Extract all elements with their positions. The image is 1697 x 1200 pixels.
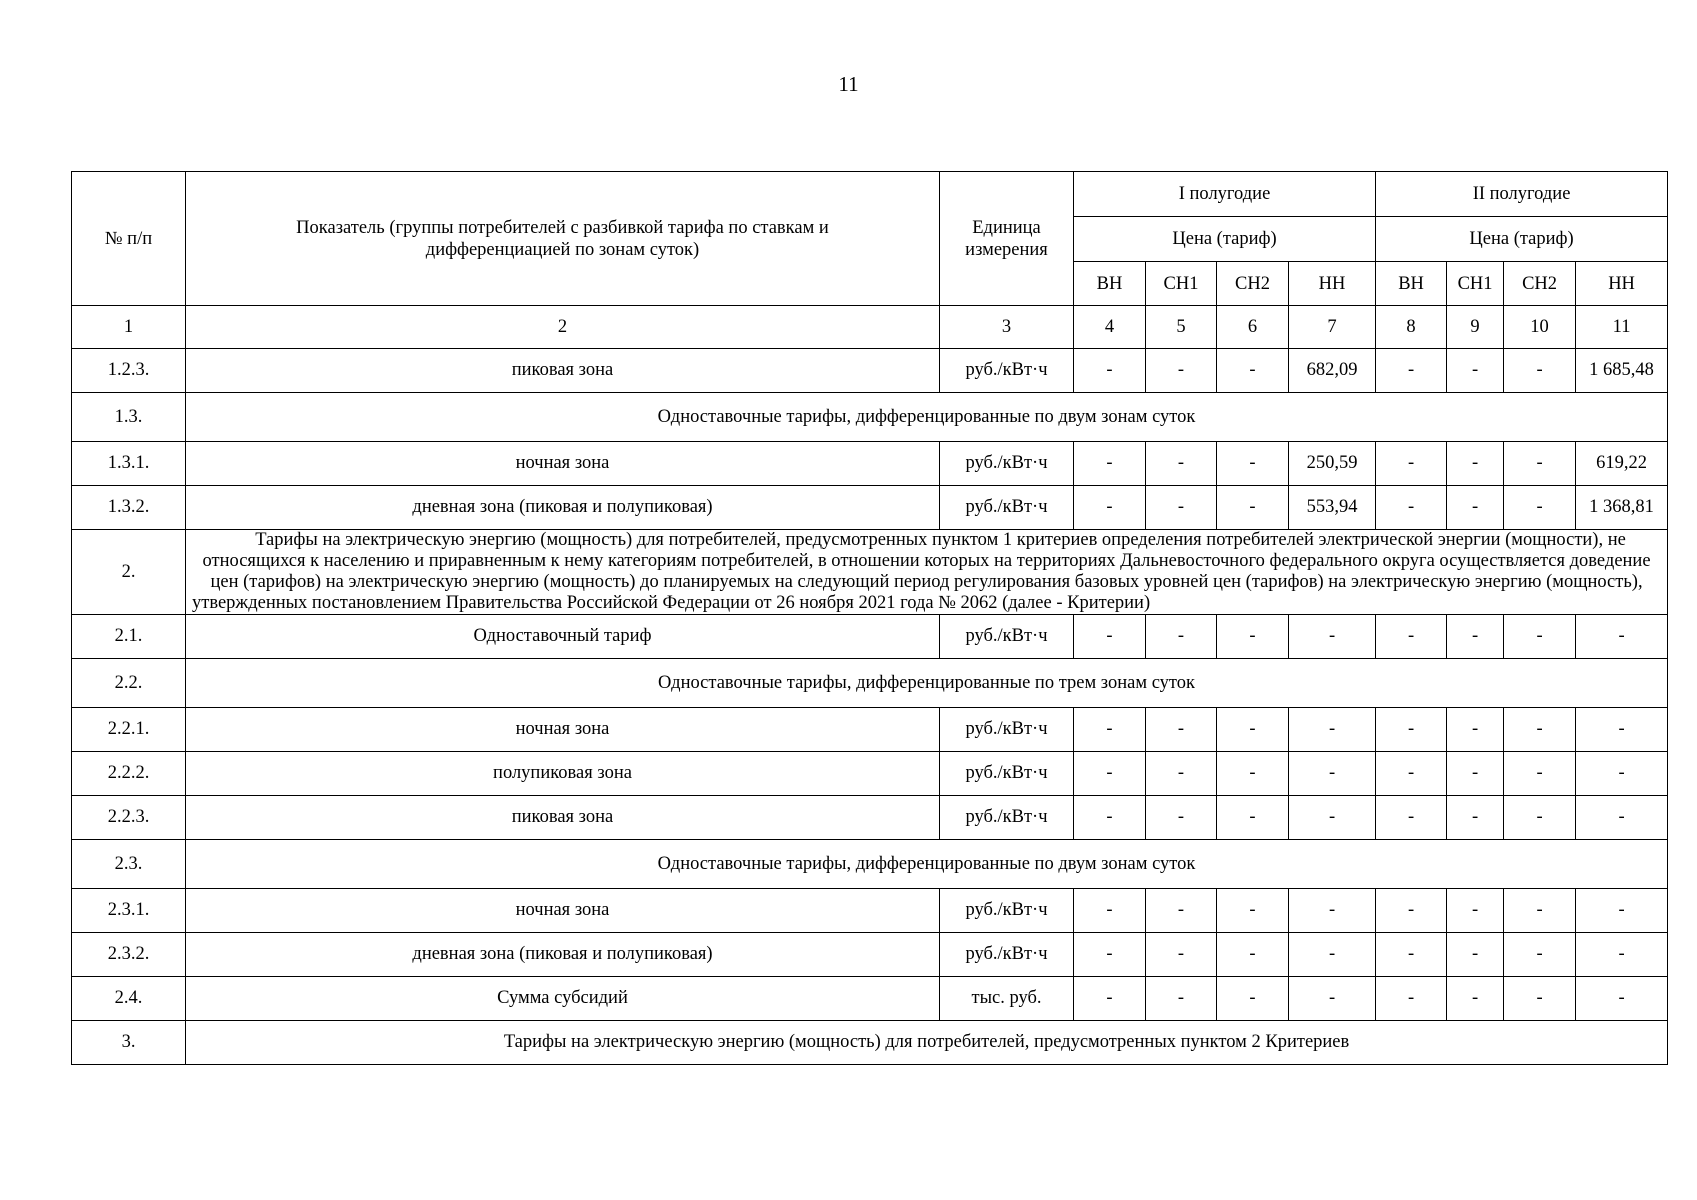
row-indicator: пиковая зона bbox=[186, 796, 940, 840]
row-value: - bbox=[1504, 889, 1576, 933]
table-row bbox=[72, 1021, 1668, 1065]
row-value: - bbox=[1447, 708, 1504, 752]
row-value: - bbox=[1504, 349, 1576, 393]
header-level: СН1 bbox=[1146, 262, 1217, 306]
row-indicator: ночная зона bbox=[186, 889, 940, 933]
row-value: - bbox=[1146, 442, 1217, 486]
page-number: 11 bbox=[838, 72, 859, 96]
section-heading: Одноставочные тарифы, дифференцированные по двум зонам суток bbox=[186, 840, 1668, 889]
row-value: 1 685,48 bbox=[1576, 349, 1668, 393]
row-number: 2.2. bbox=[72, 659, 186, 708]
row-value: - bbox=[1074, 442, 1146, 486]
row-number: 1.3.2. bbox=[72, 486, 186, 530]
row-value: - bbox=[1447, 442, 1504, 486]
row-value: - bbox=[1447, 486, 1504, 530]
row-number: 2.3. bbox=[72, 840, 186, 889]
header-level: СН2 bbox=[1504, 262, 1576, 306]
row-value: - bbox=[1447, 977, 1504, 1021]
row-value: - bbox=[1217, 486, 1289, 530]
row-unit: руб./кВт·ч bbox=[940, 933, 1074, 977]
row-value: - bbox=[1376, 708, 1447, 752]
table-row bbox=[72, 615, 1668, 659]
row-unit: руб./кВт·ч bbox=[940, 615, 1074, 659]
row-number: 2. bbox=[72, 530, 186, 615]
table-row bbox=[72, 349, 1668, 393]
row-value: - bbox=[1217, 933, 1289, 977]
row-value: - bbox=[1447, 889, 1504, 933]
header-level: ВН bbox=[1376, 262, 1447, 306]
header-level: СН1 bbox=[1447, 262, 1504, 306]
row-number: 2.2.2. bbox=[72, 752, 186, 796]
header-no: № п/п bbox=[72, 172, 186, 306]
row-value: - bbox=[1447, 752, 1504, 796]
section-heading-long: Тарифы на электрическую энергию (мощность) для потребителей, предусмотренных пунктом 1 критериев определения потребителей электрической энергии (мощности), не относящихся к населению и приравненным к нему категориям потребителей, в отношении которых на территориях Дальневосточного федерального округа осуществляется доведение цен (тарифов) на электрическую энергию (мощность) до планируемых на следующий период регулирования базовых уровней цен (тарифов) на электрическую энергию (мощность), утвержденных постановлением Правительства Российской Федерации от 26 ноября 2021 года № 2062 (далее - Критерии) bbox=[186, 530, 1668, 615]
table-row bbox=[72, 393, 1668, 442]
table-row bbox=[72, 442, 1668, 486]
column-number: 1 bbox=[72, 306, 186, 349]
row-value: - bbox=[1447, 349, 1504, 393]
column-number: 6 bbox=[1217, 306, 1289, 349]
table-row bbox=[72, 486, 1668, 530]
row-value: - bbox=[1447, 933, 1504, 977]
row-indicator: полупиковая зона bbox=[186, 752, 940, 796]
header-level: НН bbox=[1576, 262, 1668, 306]
row-value: - bbox=[1146, 708, 1217, 752]
header-unit: Единица измерения bbox=[940, 172, 1074, 306]
row-value: - bbox=[1217, 752, 1289, 796]
row-value: - bbox=[1217, 889, 1289, 933]
header-level: СН2 bbox=[1217, 262, 1289, 306]
row-value: - bbox=[1217, 615, 1289, 659]
row-value: - bbox=[1217, 977, 1289, 1021]
row-number: 2.2.3. bbox=[72, 796, 186, 840]
row-value: - bbox=[1074, 977, 1146, 1021]
row-value: - bbox=[1576, 889, 1668, 933]
row-value: - bbox=[1376, 442, 1447, 486]
row-unit: руб./кВт·ч bbox=[940, 796, 1074, 840]
column-number: 7 bbox=[1289, 306, 1376, 349]
row-value: - bbox=[1146, 349, 1217, 393]
row-unit: руб./кВт·ч bbox=[940, 752, 1074, 796]
row-number: 2.1. bbox=[72, 615, 186, 659]
table-row bbox=[72, 530, 1668, 615]
header-half-2: II полугодие bbox=[1376, 172, 1668, 217]
row-indicator: ночная зона bbox=[186, 442, 940, 486]
header-half-1: I полугодие bbox=[1074, 172, 1376, 217]
row-value: - bbox=[1289, 977, 1376, 1021]
row-value: 682,09 bbox=[1289, 349, 1376, 393]
row-value: - bbox=[1504, 933, 1576, 977]
column-number: 4 bbox=[1074, 306, 1146, 349]
row-value: - bbox=[1146, 933, 1217, 977]
row-value: - bbox=[1074, 615, 1146, 659]
column-number: 3 bbox=[940, 306, 1074, 349]
row-value: - bbox=[1217, 442, 1289, 486]
row-indicator: дневная зона (пиковая и полупиковая) bbox=[186, 486, 940, 530]
column-number: 11 bbox=[1576, 306, 1668, 349]
row-value: - bbox=[1576, 752, 1668, 796]
row-indicator: Сумма субсидий bbox=[186, 977, 940, 1021]
row-value: - bbox=[1576, 933, 1668, 977]
row-value: - bbox=[1504, 796, 1576, 840]
header-indicator: Показатель (группы потребителей с разбивкой тарифа по ставкам и дифференциацией по зонам суток) bbox=[186, 172, 940, 306]
row-unit: руб./кВт·ч bbox=[940, 349, 1074, 393]
row-number: 3. bbox=[72, 1021, 186, 1065]
row-value: - bbox=[1504, 486, 1576, 530]
column-number: 2 bbox=[186, 306, 940, 349]
column-number: 5 bbox=[1146, 306, 1217, 349]
header-price-1: Цена (тариф) bbox=[1074, 217, 1376, 262]
row-value: - bbox=[1146, 752, 1217, 796]
row-value: - bbox=[1447, 796, 1504, 840]
row-number: 2.3.2. bbox=[72, 933, 186, 977]
table-row bbox=[72, 708, 1668, 752]
row-value: - bbox=[1217, 349, 1289, 393]
row-unit: руб./кВт·ч bbox=[940, 889, 1074, 933]
row-number: 2.3.1. bbox=[72, 889, 186, 933]
header-level: НН bbox=[1289, 262, 1376, 306]
row-value: - bbox=[1289, 708, 1376, 752]
row-value: - bbox=[1146, 889, 1217, 933]
row-value: - bbox=[1576, 708, 1668, 752]
row-value: 619,22 bbox=[1576, 442, 1668, 486]
row-indicator: ночная зона bbox=[186, 708, 940, 752]
row-value: - bbox=[1504, 708, 1576, 752]
row-value: - bbox=[1074, 752, 1146, 796]
row-value: - bbox=[1576, 615, 1668, 659]
row-unit: руб./кВт·ч bbox=[940, 708, 1074, 752]
row-value: - bbox=[1289, 615, 1376, 659]
section-heading: Тарифы на электрическую энергию (мощность) для потребителей, предусмотренных пунктом 2 Критериев bbox=[186, 1021, 1668, 1065]
row-value: - bbox=[1289, 933, 1376, 977]
table-row bbox=[72, 977, 1668, 1021]
row-value: - bbox=[1289, 752, 1376, 796]
row-value: - bbox=[1289, 889, 1376, 933]
header-level: ВН bbox=[1074, 262, 1146, 306]
row-number: 2.2.1. bbox=[72, 708, 186, 752]
column-number: 8 bbox=[1376, 306, 1447, 349]
row-number: 1.3.1. bbox=[72, 442, 186, 486]
row-number: 1.3. bbox=[72, 393, 186, 442]
row-value: - bbox=[1376, 615, 1447, 659]
row-value: - bbox=[1146, 615, 1217, 659]
table-row bbox=[72, 752, 1668, 796]
section-heading: Одноставочные тарифы, дифференцированные по трем зонам суток bbox=[186, 659, 1668, 708]
row-value: - bbox=[1576, 796, 1668, 840]
row-value: - bbox=[1074, 708, 1146, 752]
table-row bbox=[72, 933, 1668, 977]
row-value: 250,59 bbox=[1289, 442, 1376, 486]
row-value: - bbox=[1504, 977, 1576, 1021]
row-value: - bbox=[1074, 349, 1146, 393]
row-value: - bbox=[1376, 796, 1447, 840]
row-value: - bbox=[1376, 889, 1447, 933]
row-value: - bbox=[1576, 977, 1668, 1021]
row-value: - bbox=[1376, 486, 1447, 530]
row-indicator: дневная зона (пиковая и полупиковая) bbox=[186, 933, 940, 977]
row-value: - bbox=[1376, 349, 1447, 393]
table-row bbox=[72, 840, 1668, 889]
row-value: - bbox=[1146, 796, 1217, 840]
row-value: - bbox=[1376, 933, 1447, 977]
row-value: - bbox=[1376, 752, 1447, 796]
header-price-2: Цена (тариф) bbox=[1376, 217, 1668, 262]
table-row bbox=[72, 659, 1668, 708]
tariff-table bbox=[71, 171, 1668, 1065]
column-number: 10 bbox=[1504, 306, 1576, 349]
row-value: - bbox=[1074, 486, 1146, 530]
row-value: - bbox=[1504, 442, 1576, 486]
row-indicator: Одноставочный тариф bbox=[186, 615, 940, 659]
row-value: - bbox=[1447, 615, 1504, 659]
row-value: - bbox=[1074, 933, 1146, 977]
row-value: - bbox=[1217, 708, 1289, 752]
row-value: - bbox=[1146, 977, 1217, 1021]
table-row bbox=[72, 796, 1668, 840]
row-value: - bbox=[1146, 486, 1217, 530]
section-heading: Одноставочные тарифы, дифференцированные по двум зонам суток bbox=[186, 393, 1668, 442]
row-number: 2.4. bbox=[72, 977, 186, 1021]
header-row-halves bbox=[72, 172, 1668, 217]
header-row-col-numbers bbox=[72, 306, 1668, 349]
column-number: 9 bbox=[1447, 306, 1504, 349]
row-value: - bbox=[1074, 889, 1146, 933]
row-value: - bbox=[1376, 977, 1447, 1021]
row-unit: руб./кВт·ч bbox=[940, 442, 1074, 486]
row-value: - bbox=[1217, 796, 1289, 840]
row-value: - bbox=[1504, 752, 1576, 796]
row-value: - bbox=[1289, 796, 1376, 840]
row-value: 1 368,81 bbox=[1576, 486, 1668, 530]
row-unit: руб./кВт·ч bbox=[940, 486, 1074, 530]
row-value: - bbox=[1504, 615, 1576, 659]
row-value: - bbox=[1074, 796, 1146, 840]
table-row bbox=[72, 889, 1668, 933]
row-value: 553,94 bbox=[1289, 486, 1376, 530]
row-number: 1.2.3. bbox=[72, 349, 186, 393]
row-indicator: пиковая зона bbox=[186, 349, 940, 393]
row-unit: тыс. руб. bbox=[940, 977, 1074, 1021]
